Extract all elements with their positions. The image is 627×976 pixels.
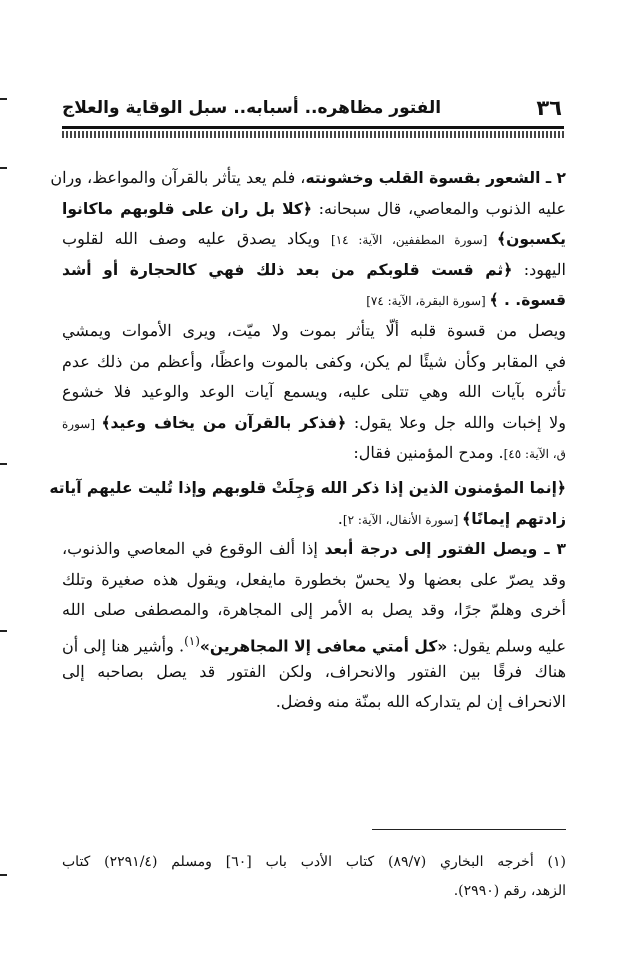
text-line: ٣ ـ ويصل الفتور إلى درجة أبعد إذا ألف الوقوع في المعاصي والذنوب، bbox=[62, 539, 567, 559]
text-line: يكسبون﴾ [سورة المطففين، الآية: ١٤] ويكاد يصدق عليه وصف الله لقلوب bbox=[62, 229, 566, 249]
text-line: ويصل من قسوة قلبه ألّا يتأثر بموت ولا ميّت، ويرى الأموات ويمشي bbox=[62, 320, 566, 340]
text-line: الانحراف إن لم يتداركه الله بمنّة منه وفضل. bbox=[275, 692, 566, 712]
footnote-rule bbox=[372, 829, 566, 830]
margin-mark bbox=[0, 874, 7, 876]
margin-mark bbox=[0, 98, 7, 100]
page-number: ٣٦ bbox=[536, 96, 562, 120]
text-line: زادتهم إيمانًا﴾ [سورة الأنفال، الآية: ٢]. bbox=[337, 508, 566, 528]
page-header bbox=[62, 94, 562, 124]
text-line: عليه الذنوب والمعاصي، قال سبحانه: ﴿كلا بل ران على قلوبهم ماكانوا bbox=[62, 198, 566, 218]
text-line: اليهود: ﴿ثم قست قلوبكم من بعد ذلك فهي كالحجارة أو أشد bbox=[62, 259, 566, 279]
text-line: أخرى وهلمّ جرًا، وقد يصل به الأمر إلى المجاهرة، والمصطفى صلى الله bbox=[62, 600, 566, 620]
header-ornament bbox=[62, 131, 564, 138]
margin-mark bbox=[0, 630, 7, 632]
footnotes bbox=[62, 848, 566, 906]
text-line: ٢ ـ الشعور بقسوة القلب وخشونته، فلم يعد يتأثر بالقرآن والمواعظ، وران bbox=[50, 168, 566, 187]
text-line: هناك فرقًا بين الفتور والانحراف، ولكن الفتور قد يصل بصاحبه إلى bbox=[62, 661, 566, 681]
text-line: عليه وسلم يقول: «كل أمتي معافى إلا المجاهرين»$^{(١)}$. وأشير هنا إلى أن bbox=[62, 633, 567, 656]
margin-mark bbox=[0, 463, 7, 465]
text-line: قسوة. . ﴾ [سورة البقرة، الآية: ٧٤] bbox=[366, 291, 566, 310]
text-line: في المقابر وكأن شيئًا لم يكن، وكفى بالموت واعظًا، وأعظم من ذلك عدم bbox=[62, 351, 566, 371]
footnote-line: (١) أخرجه البخاري (٨٩/٧) كتاب الأدب باب [٦٠] ومسلم (٢٢٩١/٤) كتاب bbox=[62, 854, 566, 870]
footnote-line: الزهد، رقم (٢٩٩٠). bbox=[453, 883, 566, 899]
text-line: وقد يصرّ على بعضها ولا يحسّ بخطورة مايفعل، ويقول هذه صغيرة وتلك bbox=[62, 569, 566, 589]
text-line: تأثره بآيات الله وهي تتلى عليه، ويسمع آيات الوعد والوعيد فلا خشوع bbox=[62, 382, 566, 402]
header-rule bbox=[62, 126, 564, 129]
text-line: ق، الآية: ٤٥]. ومدح المؤمنين فقال: bbox=[353, 443, 566, 463]
text-line: ﴿إنما المؤمنون الذين إذا ذكر الله وَجِلَتْ قلوبهم وإذا تُليت عليهم آياته bbox=[49, 478, 566, 497]
margin-mark bbox=[0, 167, 7, 169]
running-title: الفتور مظاهره.. أسبابه.. سبل الوقاية والعلاج bbox=[62, 98, 442, 118]
body-text bbox=[49, 163, 567, 718]
text-line: ولا إخبات والله جل وعلا يقول: ﴿فذكر بالقرآن من يخاف وعيد﴾ [سورة bbox=[62, 412, 566, 432]
footnote-ref: (١) bbox=[184, 633, 200, 648]
